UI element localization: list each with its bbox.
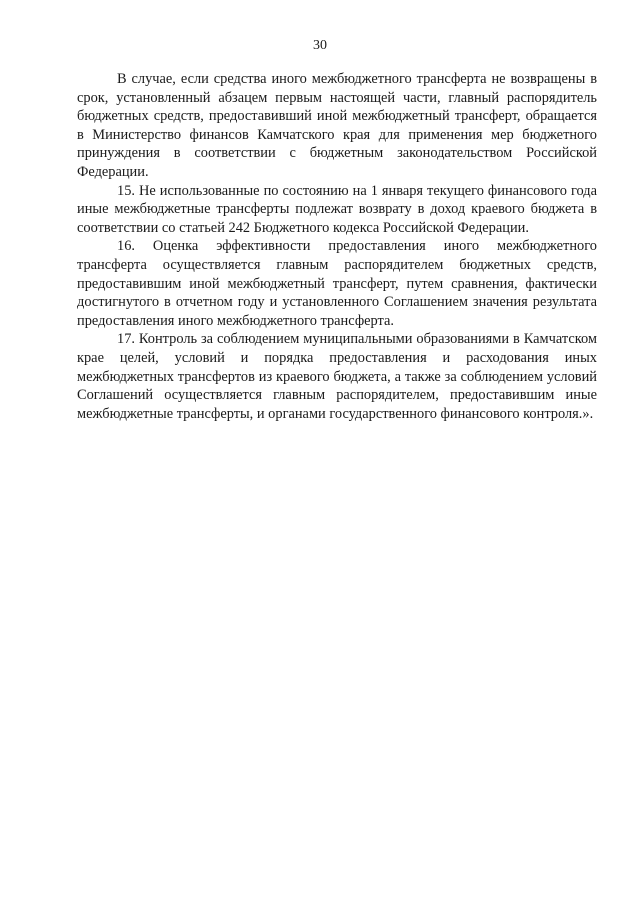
page-number: 30 [313,38,327,53]
document-body [77,70,597,423]
paragraph-refund-enforcement: В случае, если средства иного межбюджетного трансферта не возвращены в срок, установленный абзацем первым настоящей части, главный распорядитель бюджетных средств, предоставивший иной межбюджетный трансферт, обращается в Министерство финансов Камчатского края для применения мер бюджетного принуждения в соответствии с бюджетным законодательством Российской Федерации. [77,71,597,180]
paragraph-16-efficiency-assessment: 16. Оценка эффективности предоставления иного межбюджетного трансферта осуществляется главным распорядителем бюджетных средств, предоставившим иной межбюджетный трансферт, путем сравнения, фактически достигнутого в отчетном году и установленного Соглашением значения результата предоставления иного межбюджетного трансферта. [77,238,597,329]
paragraph-17-compliance-control: 17. Контроль за соблюдением муниципальными образованиями в Камчатском крае целей, условий и порядка предоставления и расходования иных межбюджетных трансфертов из краевого бюджета, а также за соблюдением условий Соглашений осуществляется главным распорядителем, предоставившим иные межбюджетные трансферты, и органами государственного финансового контроля.». [77,331,597,422]
paragraph-15-unused-transfers: 15. Не использованные по состоянию на 1 января текущего финансового года иные межбюджетные трансферты подлежат возврату в доход краевого бюджета в соответствии со статьей 242 Бюджетного кодекса Российской Федерации. [77,182,597,236]
